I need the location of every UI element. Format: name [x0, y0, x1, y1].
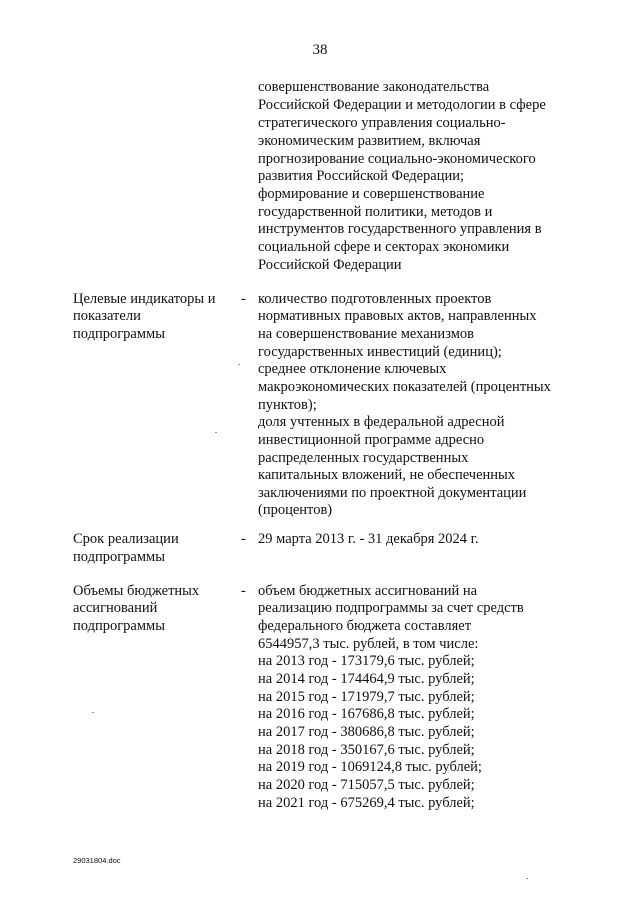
section-value-line: 29 марта 2013 г. - 31 декабря 2024 г. — [258, 531, 479, 547]
section-value-line: государственных инвестиций (единиц); — [258, 344, 502, 360]
section-value-line: инвестиционной программе адресно — [258, 432, 485, 448]
intro-line: социальной сфере и секторах экономики — [258, 239, 510, 255]
section-label: показатели — [73, 308, 141, 324]
scan-speck — [92, 712, 94, 713]
section-value-line: 6544957,3 тыс. рублей, в том числе: — [258, 636, 479, 652]
section-value-line: среднее отклонение ключевых — [258, 361, 447, 377]
section-value-line: на 2018 год - 350167,6 тыс. рублей; — [258, 742, 475, 758]
section-value-line: на 2014 год - 174464,9 тыс. рублей; — [258, 671, 475, 687]
section-value-line: на 2015 год - 171979,7 тыс. рублей; — [258, 689, 475, 705]
intro-line: прогнозирование социально-экономического — [258, 151, 536, 167]
section-value-line: на 2013 год - 173179,6 тыс. рублей; — [258, 653, 475, 669]
scan-speck — [526, 878, 528, 879]
intro-line: совершенствование законодательства — [258, 79, 490, 95]
section-label: подпрограммы — [73, 326, 165, 342]
section-value-line: пунктов); — [258, 397, 317, 413]
section-value-line: на 2020 год - 715057,5 тыс. рублей; — [258, 777, 475, 793]
section-value-line: на 2019 год - 1069124,8 тыс. рублей; — [258, 759, 482, 775]
section-dash: - — [241, 531, 246, 547]
section-value-line: доля учтенных в федеральной адресной — [258, 414, 505, 430]
intro-line: стратегического управления социально- — [258, 115, 506, 131]
intro-line: формирование и совершенствование — [258, 186, 485, 202]
section-label: подпрограммы — [73, 549, 165, 565]
section-value-line: федерального бюджета составляет — [258, 618, 472, 634]
section-dash: - — [241, 583, 246, 599]
section-label: Объемы бюджетных — [73, 583, 200, 599]
section-value-line: объем бюджетных ассигнований на — [258, 583, 478, 599]
intro-line: Российской Федерации — [258, 257, 402, 273]
intro-line: инструментов государственного управления в — [258, 221, 542, 237]
section-value-line: на совершенствование механизмов — [258, 326, 474, 342]
section-label: ассигнований — [73, 600, 158, 616]
intro-line: государственной политики, методов и — [258, 204, 493, 220]
intro-line: экономическим развитием, включая — [258, 133, 481, 149]
section-label: подпрограммы — [73, 618, 165, 634]
section-value-line: нормативных правовых актов, направленных — [258, 308, 537, 324]
section-value-line: капитальных вложений, не обеспеченных — [258, 467, 516, 483]
section-label: Срок реализации — [73, 531, 179, 547]
section-value-line: на 2016 год - 167686,8 тыс. рублей; — [258, 706, 475, 722]
section-value-line: макроэкономических показателей (процентных — [258, 379, 551, 395]
section-value-line: на 2021 год - 675269,4 тыс. рублей; — [258, 795, 475, 811]
intro-line: развития Российской Федерации; — [258, 168, 465, 184]
section-value-line: реализацию подпрограммы за счет средств — [258, 600, 524, 616]
section-value-line: (процентов) — [258, 502, 333, 518]
intro-line: Российской Федерации и методологии в сфере — [258, 97, 546, 113]
section-dash: - — [241, 291, 246, 307]
section-value-line: заключениями по проектной документации — [258, 485, 527, 501]
section-value-line: количество подготовленных проектов — [258, 291, 492, 307]
section-value-line: на 2017 год - 380686,8 тыс. рублей; — [258, 724, 475, 740]
scan-speck — [238, 364, 240, 365]
scan-speck — [215, 432, 217, 433]
section-label: Целевые индикаторы и — [73, 291, 216, 307]
section-value-line: распределенных государственных — [258, 450, 469, 466]
file-footer: 29031804.doc — [73, 856, 121, 865]
page-number: 38 — [312, 42, 328, 58]
